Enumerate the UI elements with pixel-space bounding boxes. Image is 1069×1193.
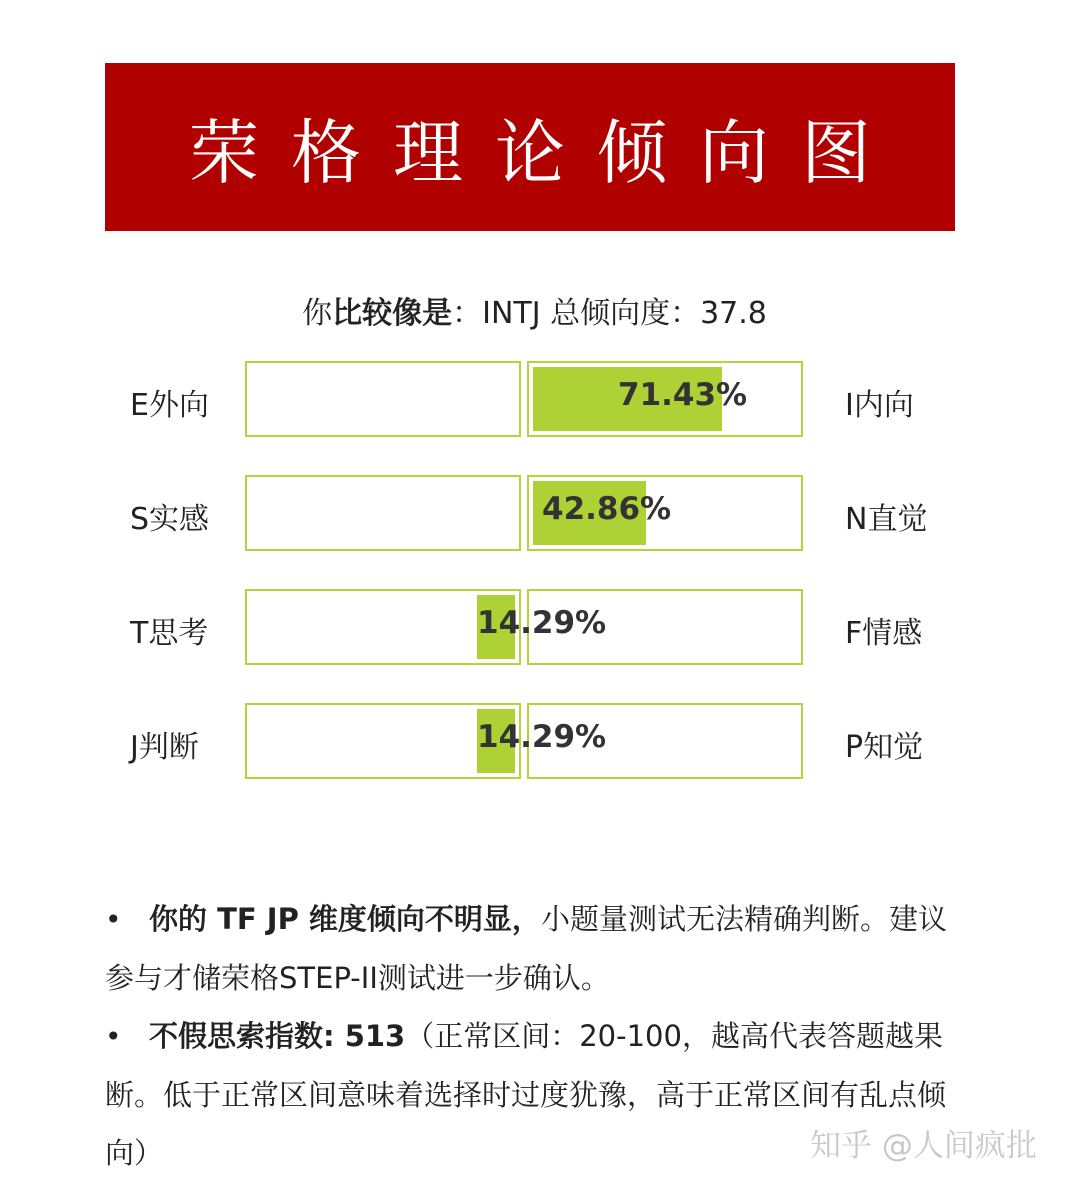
page-title: 荣格理论倾向图 xyxy=(189,111,903,194)
bar-value-label: 14.29% xyxy=(477,605,607,641)
watermark: 知乎 @人间疯批 xyxy=(810,1128,1037,1164)
bullet-icon: • xyxy=(105,903,122,936)
note-item xyxy=(105,890,965,1007)
dimension-right-label: F情感 xyxy=(845,616,923,651)
bar-box-left xyxy=(245,475,521,551)
dimension-left-label: J判断 xyxy=(130,730,199,765)
result-summary xyxy=(0,292,1069,336)
note-bold: 你的 TF JP 维度倾向不明显， xyxy=(149,902,541,936)
dimension-right-label: I内向 xyxy=(845,388,914,423)
bullet-icon: • xyxy=(105,1020,122,1053)
bar-value-label: 14.29% xyxy=(477,719,607,755)
note-text: （正常区间：20-100，越高代表答题越果断。低于正常区间意味着选择时过度犹豫，高于正常区间有乱点倾向） xyxy=(105,1019,947,1170)
bar-value-label: 42.86% xyxy=(542,491,672,527)
bar-box-left xyxy=(245,361,521,437)
dimension-left-label: S实感 xyxy=(130,502,210,537)
title-banner xyxy=(105,63,955,231)
note-text: 小题量测试无法精确判断。建议参与才储荣格STEP-II测试进一步确认。 xyxy=(105,902,947,995)
summary-bold: 比较像是 xyxy=(332,296,453,331)
dimension-right-label: P知觉 xyxy=(845,730,924,765)
bar-value-label: 71.43% xyxy=(618,377,748,413)
dimension-left-label: E外向 xyxy=(130,388,209,423)
dimension-right-label: N直觉 xyxy=(845,502,928,537)
note-bold: 不假思索指数: 513 xyxy=(149,1019,406,1053)
dimension-row xyxy=(0,361,1069,437)
summary-prefix: 你 xyxy=(302,296,333,331)
dimension-left-label: T思考 xyxy=(130,616,209,651)
summary-type: ：INTJ 总倾向度：37.8 xyxy=(452,296,767,331)
dimension-row xyxy=(0,475,1069,551)
